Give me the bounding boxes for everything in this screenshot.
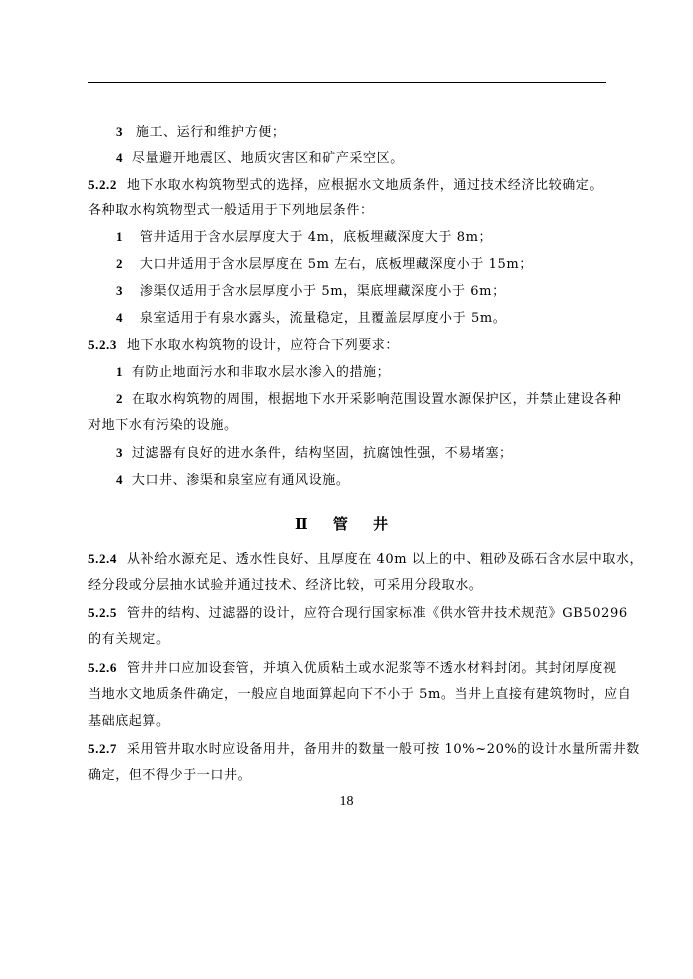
list-item <box>116 124 285 141</box>
item-number: 3 <box>116 283 124 298</box>
item-number: 3 <box>116 124 124 139</box>
clause-text-cont: 确定，但不得少于一口井。 <box>88 768 252 783</box>
item-number: 3 <box>116 445 124 460</box>
list-item <box>116 391 621 408</box>
clause-number: 5.2.4 <box>88 551 117 566</box>
clause-number: 5.2.2 <box>88 177 117 192</box>
clause-5-2-2 <box>88 177 603 194</box>
item-text: 大口井、渗渠和泉室应有通风设施。 <box>131 473 350 488</box>
clause-text-cont: 基础底起算。 <box>88 714 170 729</box>
clause-text: 采用管井取水时应设备用井，备用井的数量一般可按 10%~20%的设计水量所需井数 <box>127 742 640 757</box>
clause-5-2-7 <box>88 741 640 758</box>
item-number: 4 <box>116 150 124 165</box>
item-text: 渗渠仅适用于含水层厚度小于 5m，渠底埋藏深度小于 6m； <box>139 284 506 299</box>
item-text-cont: 对地下水有污染的设施。 <box>88 418 238 433</box>
clause-number: 5.2.7 <box>88 741 117 756</box>
item-text: 施工、运行和维护方便； <box>135 125 286 140</box>
item-number: 4 <box>116 310 124 325</box>
item-number: 1 <box>116 229 124 244</box>
item-text: 有防止地面污水和非取水层水渗入的措施； <box>131 365 391 380</box>
list-item <box>116 256 533 273</box>
clause-number: 5.2.5 <box>88 605 117 620</box>
clause-number: 5.2.3 <box>88 337 117 352</box>
item-number: 2 <box>116 391 124 406</box>
clause-text-cont: 各种取水构筑物型式一般适用于下列地层条件： <box>88 203 374 218</box>
clause-5-2-3 <box>88 337 399 354</box>
section-heading: Ⅱ 管 井 <box>294 515 399 533</box>
clause-text: 从补给水源充足、透水性良好、且厚度在 40m 以上的中、粗砂及砾石含水层中取水， <box>127 552 644 567</box>
item-number: 4 <box>116 472 124 487</box>
item-text: 大口井适用于含水层厚度在 5m 左右，底板埋藏深度小于 15m； <box>139 257 533 272</box>
item-text: 管井适用于含水层厚度大于 4m，底板埋藏深度大于 8m； <box>139 230 493 245</box>
clause-text: 地下水取水构筑物的设计，应符合下列要求： <box>127 338 400 353</box>
item-number: 2 <box>116 256 124 271</box>
list-item <box>116 445 513 462</box>
item-text: 在取水构筑物的周围，根据地下水开采影响范围设置水源保护区，并禁止建设各种 <box>131 392 622 407</box>
clause-text: 管井井口应加设套管，并填入优质粘土或水泥浆等不透水材料封闭。其封闭厚度视 <box>127 661 617 676</box>
clause-text-cont: 当地水文地质条件确定，一般应自地面算起向下不小于 5m。当井上直接有建筑物时，应自 <box>88 687 632 702</box>
list-item <box>116 150 404 167</box>
item-text: 过滤器有良好的进水条件，结构坚固，抗腐蚀性强，不易堵塞； <box>131 446 513 461</box>
clause-text: 地下水取水构筑物型式的选择，应根据水文地质条件，通过技术经济比较确定。 <box>127 178 604 193</box>
clause-number: 5.2.6 <box>88 660 117 675</box>
item-number: 1 <box>116 364 124 379</box>
list-item <box>116 472 349 489</box>
item-text: 泉室适用于有泉水露头，流量稳定，且覆盖层厚度小于 5m。 <box>139 311 507 326</box>
clause-text-cont: 的有关规定。 <box>88 632 170 647</box>
page-number: 18 <box>339 794 354 809</box>
list-item <box>116 283 506 300</box>
clause-text: 管井的结构、过滤器的设计，应符合现行国家标准《供水管井技术规范》GB50296 <box>127 606 628 621</box>
item-text: 尽量避开地震区、地质灾害区和矿产采空区。 <box>131 151 404 166</box>
list-item <box>116 310 506 327</box>
list-item <box>116 364 390 381</box>
list-item <box>116 229 492 246</box>
clause-text-cont: 经分段或分层抽水试验并通过技术、经济比较，可采用分段取水。 <box>88 578 483 593</box>
clause-5-2-6 <box>88 660 617 677</box>
clause-5-2-5 <box>88 605 628 622</box>
header-rule <box>88 82 606 83</box>
clause-5-2-4 <box>88 551 643 568</box>
